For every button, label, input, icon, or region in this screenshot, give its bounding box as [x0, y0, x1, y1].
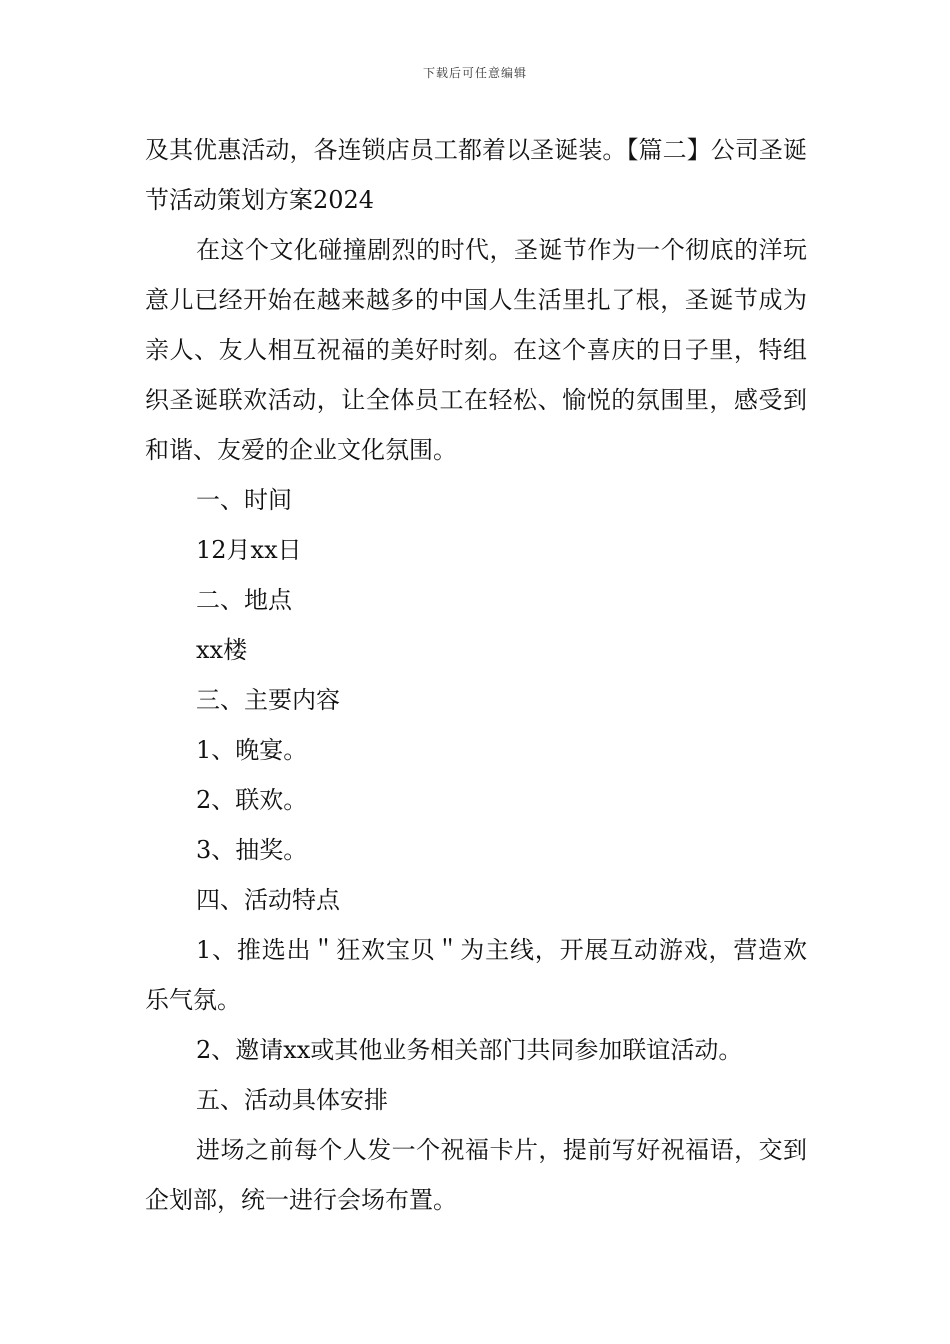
paragraph-intro: 在这个文化碰撞剧烈的时代，圣诞节作为一个彻底的洋玩意儿已经开始在越来越多的中国人生活里扎了根，圣诞节成为亲人、友人相互祝福的美好时刻。在这个喜庆的日子里，特组织圣诞联欢活动，让全体员工在轻松、愉悦的氛围里，感受到和谐、友爱的企业文化氛围。 — [145, 236, 807, 464]
list-item: 2、邀请xx或其他业务相关部门共同参加联谊活动。 — [196, 1036, 743, 1064]
list-item: 1、推选出＂狂欢宝贝＂为主线，开展互动游戏，营造欢乐气氛。 — [145, 936, 807, 1014]
section-heading-location: 二、地点 — [196, 586, 292, 614]
paragraph-continuation: 及其优惠活动，各连锁店员工都着以圣诞装。【篇二】公司圣诞节活动策划方案2024 — [145, 136, 807, 214]
location-value: xx楼 — [196, 636, 248, 664]
section-heading-time: 一、时间 — [196, 486, 292, 514]
section-heading-content: 三、主要内容 — [196, 686, 340, 714]
page-header: 下载后可任意编辑 — [422, 66, 527, 80]
time-value: 12月xx日 — [196, 536, 302, 564]
list-item: 1、晚宴。 — [196, 736, 308, 764]
document-body — [145, 125, 807, 1225]
list-item: 2、联欢。 — [196, 786, 308, 814]
section-heading-arrangement: 五、活动具体安排 — [196, 1086, 388, 1114]
paragraph-arrangement: 进场之前每个人发一个祝福卡片，提前写好祝福语，交到企划部，统一进行会场布置。 — [145, 1136, 807, 1214]
section-heading-features: 四、活动特点 — [196, 886, 340, 914]
list-item: 3、抽奖。 — [196, 836, 308, 864]
